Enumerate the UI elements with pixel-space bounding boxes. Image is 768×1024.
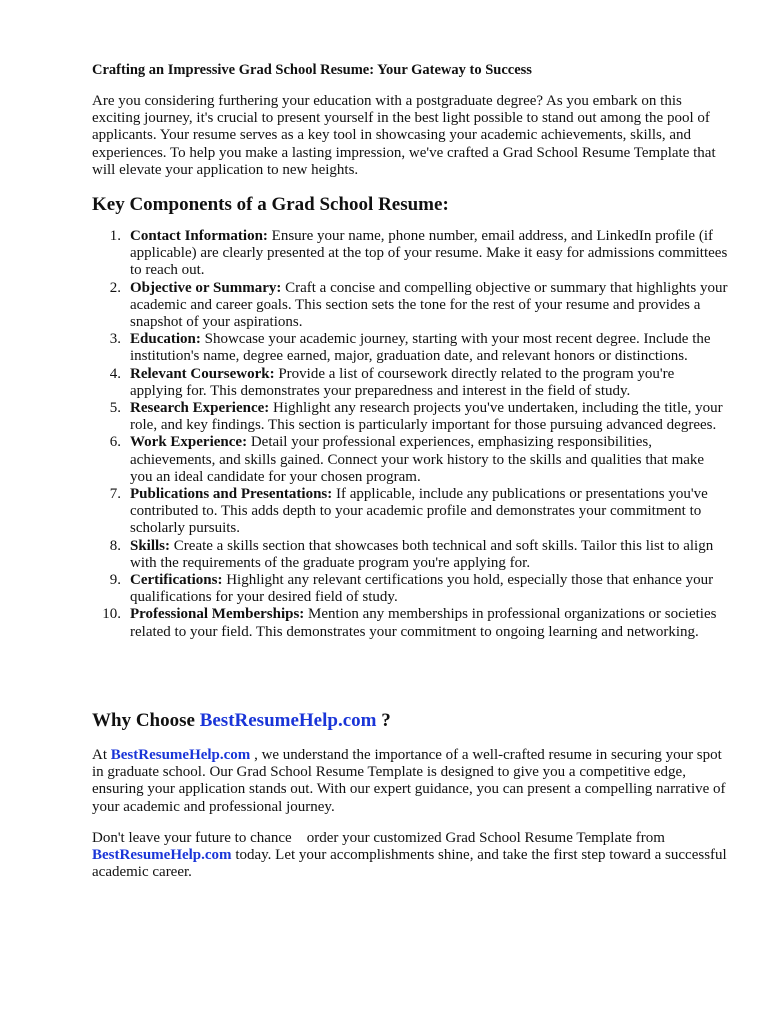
why-suffix: ? bbox=[376, 710, 391, 731]
list-text: Provide a list of coursework directly related to the program you're applying for. This demonstrates your preparedness and interest in the field of study. bbox=[130, 365, 675, 399]
why-prefix: Why Choose bbox=[92, 710, 200, 731]
list-text: Highlight any research projects you've undertaken, including the title, your role, and key findings. This section is particularly important for those pursuing advanced degrees. bbox=[130, 400, 723, 434]
key-components-heading: Key Components of a Grad School Resume: bbox=[92, 194, 449, 215]
list-text: Create a skills section that showcases both technical and soft skills. Tailor this list to align with the requirements of the graduate program you're applying for. bbox=[130, 537, 714, 571]
list-text: Mention any memberships in professional organizations or societies related to your field. This demonstrates your commitment to ongoing learning and networking. bbox=[130, 606, 717, 640]
list-item bbox=[92, 606, 728, 640]
list-number: 5. bbox=[109, 400, 121, 417]
bestresumehelp-link[interactable]: BestResumeHelp.com bbox=[110, 747, 251, 763]
list-number: 4. bbox=[109, 365, 121, 382]
list-term: Contact Information: bbox=[130, 228, 268, 244]
list-item bbox=[92, 331, 728, 365]
list-term: Skills: bbox=[130, 537, 171, 554]
closing-text-before: Don't leave your future to chance order your customized Grad School Resume Template from bbox=[92, 830, 669, 846]
list-number: 10. bbox=[102, 606, 121, 623]
list-number: 1. bbox=[109, 228, 121, 244]
list-number: 2. bbox=[109, 279, 121, 296]
list-text: Highlight any relevant certifications you hold, especially those that enhance your qualifications for your desired field of study. bbox=[130, 572, 714, 606]
why-choose-heading bbox=[92, 710, 391, 732]
closing-text-after: today. Let your accomplishments shine, and take the first step toward a successful academic career. bbox=[92, 847, 727, 881]
list-item bbox=[92, 280, 728, 332]
about-paragraph bbox=[92, 747, 728, 816]
bestresumehelp-link[interactable]: BestResumeHelp.com bbox=[92, 847, 232, 864]
list-text: If applicable, include any publications or presentations you've contributed to. This adds depth to your academic profile and demonstrates your commitment to scholarly pursuits. bbox=[130, 486, 708, 537]
document-title: Crafting an Impressive Grad School Resume: Your Gateway to Success bbox=[92, 62, 532, 78]
list-item bbox=[92, 538, 728, 572]
key-components-list bbox=[92, 228, 728, 641]
list-item bbox=[92, 486, 728, 538]
list-text: Ensure your name, phone number, email address, and LinkedIn profile (if applicable) are clearly presented at the top of your resume. Make it easy for admissions committees to reach out. bbox=[130, 228, 728, 279]
list-item bbox=[92, 434, 728, 486]
list-text: Craft a concise and compelling objective or summary that highlights your academic and career goals. This section sets the tone for the rest of your resume and provides a snapshot of your aspirations. bbox=[130, 279, 728, 331]
list-term: Work Experience: bbox=[130, 434, 248, 451]
list-item bbox=[92, 400, 728, 434]
list-term: Research Experience: bbox=[130, 400, 270, 417]
list-item bbox=[92, 366, 728, 400]
closing-paragraph bbox=[92, 830, 728, 882]
list-term: Professional Memberships: bbox=[130, 606, 305, 623]
bestresumehelp-link[interactable]: BestResumeHelp.com bbox=[199, 710, 377, 731]
list-number: 7. bbox=[109, 486, 121, 503]
list-number: 9. bbox=[109, 572, 121, 589]
list-text: Showcase your academic journey, starting with your most recent degree. Include the institution's name, degree earned, major, graduation date, and relevant honors or distinctions. bbox=[130, 331, 711, 365]
list-term: Relevant Coursework: bbox=[130, 365, 275, 382]
intro-paragraph: Are you considering furthering your education with a postgraduate degree? As you embark on this exciting journey, it's crucial to present yourself in the best light possible to stand out among the pool of applicants. Your resume serves as a key tool in showcasing your academic achievements, skills, and experiences. To help you make a lasting impression, we've crafted a Grad School Resume Template that will elevate your application to new heights. bbox=[92, 93, 716, 178]
about-prefix: At bbox=[92, 747, 111, 763]
list-number: 8. bbox=[109, 537, 121, 554]
list-text: Detail your professional experiences, emphasizing responsibilities, achievements, and skills gained. Connect your work history to the skills and qualities that make you an ideal candidate for your chosen program. bbox=[130, 434, 705, 485]
list-item bbox=[92, 572, 728, 606]
list-term: Publications and Presentations: bbox=[130, 486, 333, 503]
about-text: , we understand the importance of a well-crafted resume in securing your spot in graduate school. Our Grad School Resume Template is designed to give you a competitive edge, ensuring your application stands out. With our expert guidance, you can present a compelling narrative of your academic and professional journey. bbox=[92, 747, 726, 815]
list-term: Education: bbox=[130, 331, 201, 348]
list-number: 3. bbox=[109, 331, 121, 348]
list-number: 6. bbox=[109, 434, 121, 451]
list-term: Certifications: bbox=[130, 572, 223, 589]
list-term: Objective or Summary: bbox=[130, 279, 282, 296]
list-item bbox=[92, 228, 728, 280]
